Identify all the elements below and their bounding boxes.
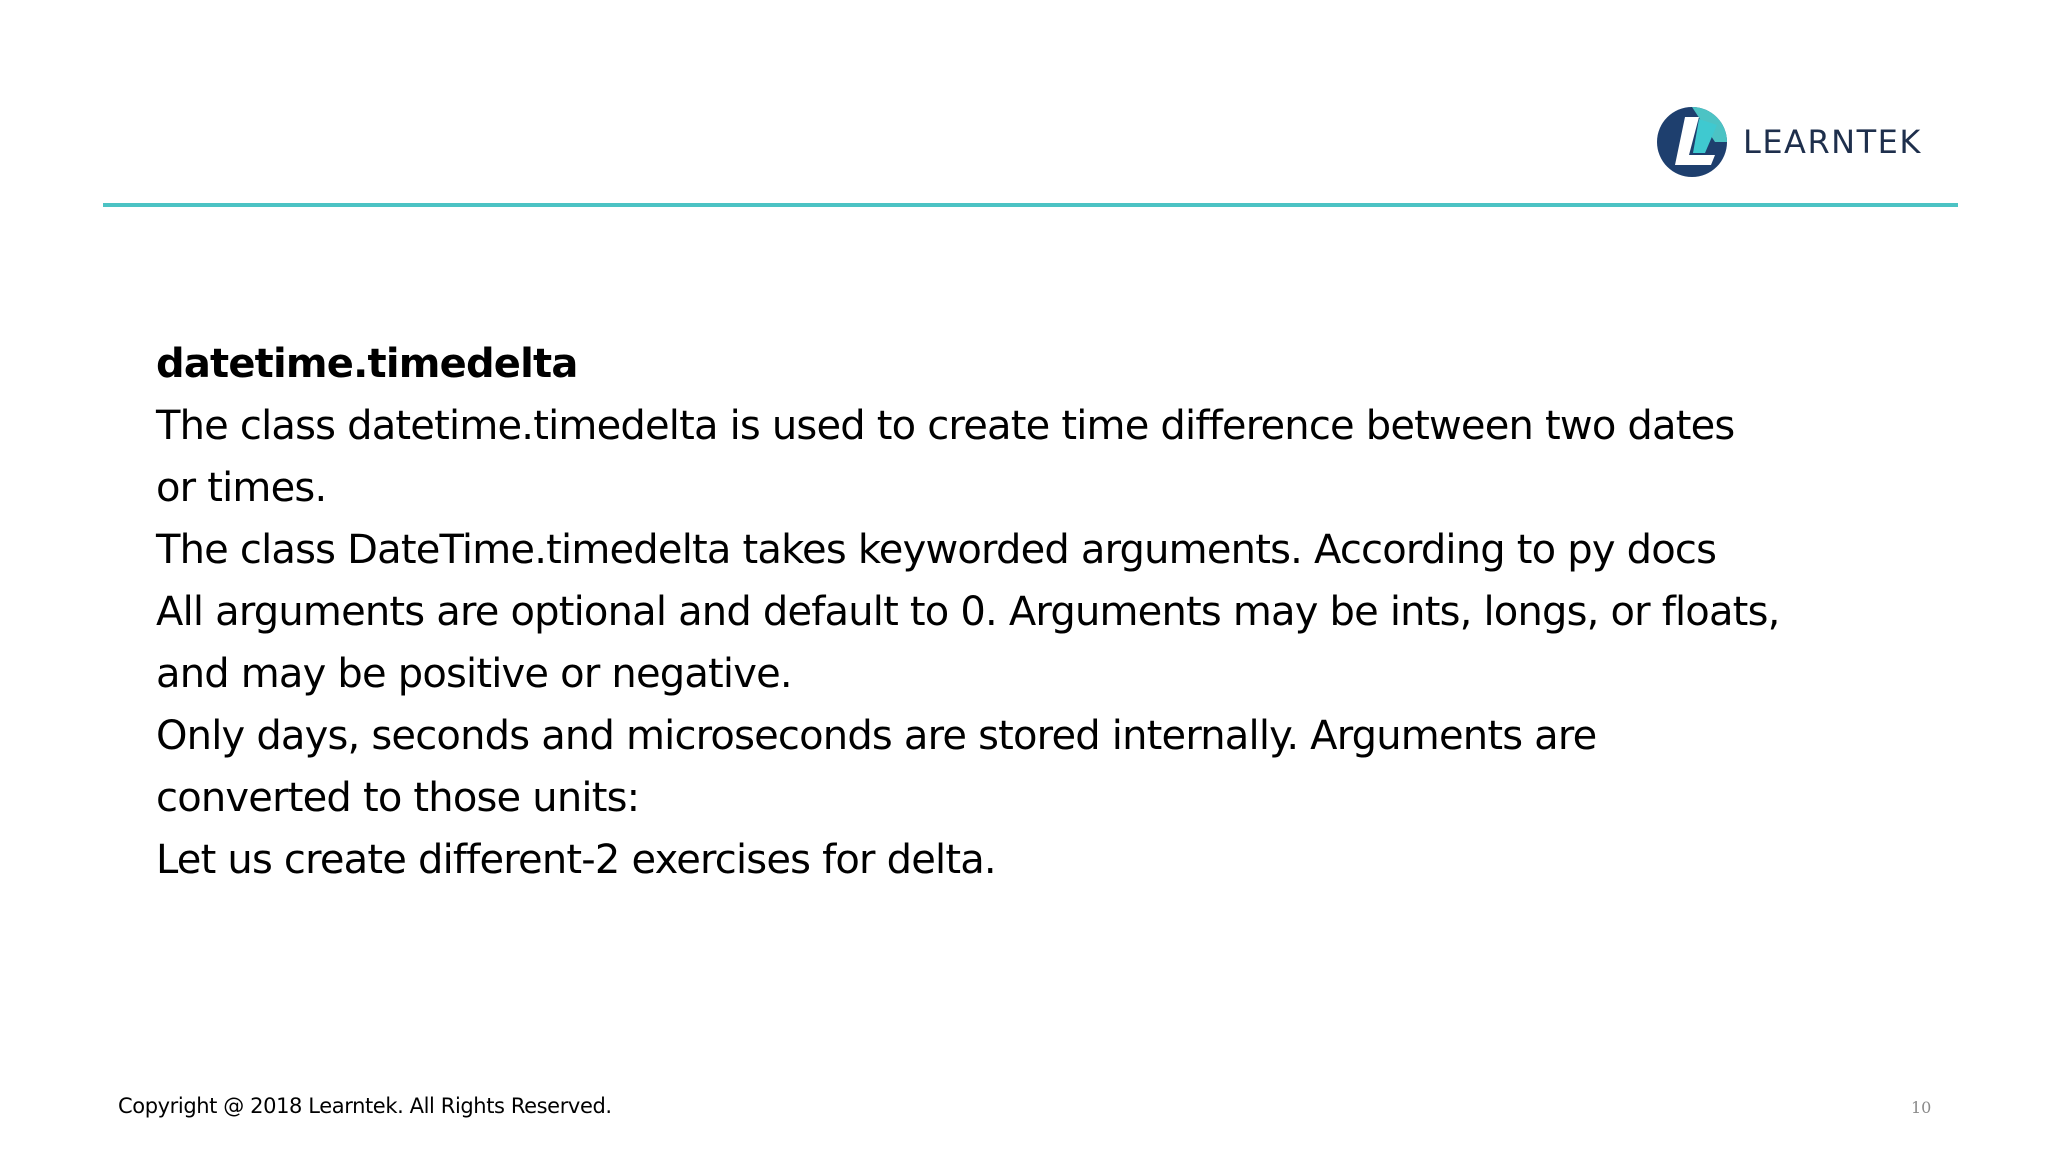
body-line: Let us create different-2 exercises for delta. bbox=[156, 837, 996, 883]
slide-heading: datetime.timedelta bbox=[156, 341, 578, 387]
page-number: 10 bbox=[1911, 1098, 1932, 1117]
body-line: or times. bbox=[156, 465, 327, 511]
body-line: The class datetime.timedelta is used to create time difference between two dates bbox=[156, 403, 1735, 449]
brand-name: LEARNTEK bbox=[1743, 123, 1922, 161]
header-divider bbox=[103, 203, 1958, 207]
brand-logo bbox=[1655, 104, 1922, 180]
body-line: The class DateTime.timedelta takes keyworded arguments. According to py docs bbox=[156, 527, 1717, 573]
learntek-logo-icon bbox=[1655, 105, 1729, 179]
slide-body bbox=[156, 333, 1966, 891]
body-line: All arguments are optional and default to 0. Arguments may be ints, longs, or floats, bbox=[156, 589, 1780, 635]
body-line: converted to those units: bbox=[156, 775, 640, 821]
copyright-text: Copyright @ 2018 Learntek. All Rights Reserved. bbox=[118, 1094, 612, 1118]
body-line: and may be positive or negative. bbox=[156, 651, 792, 697]
body-line: Only days, seconds and microseconds are stored internally. Arguments are bbox=[156, 713, 1597, 759]
